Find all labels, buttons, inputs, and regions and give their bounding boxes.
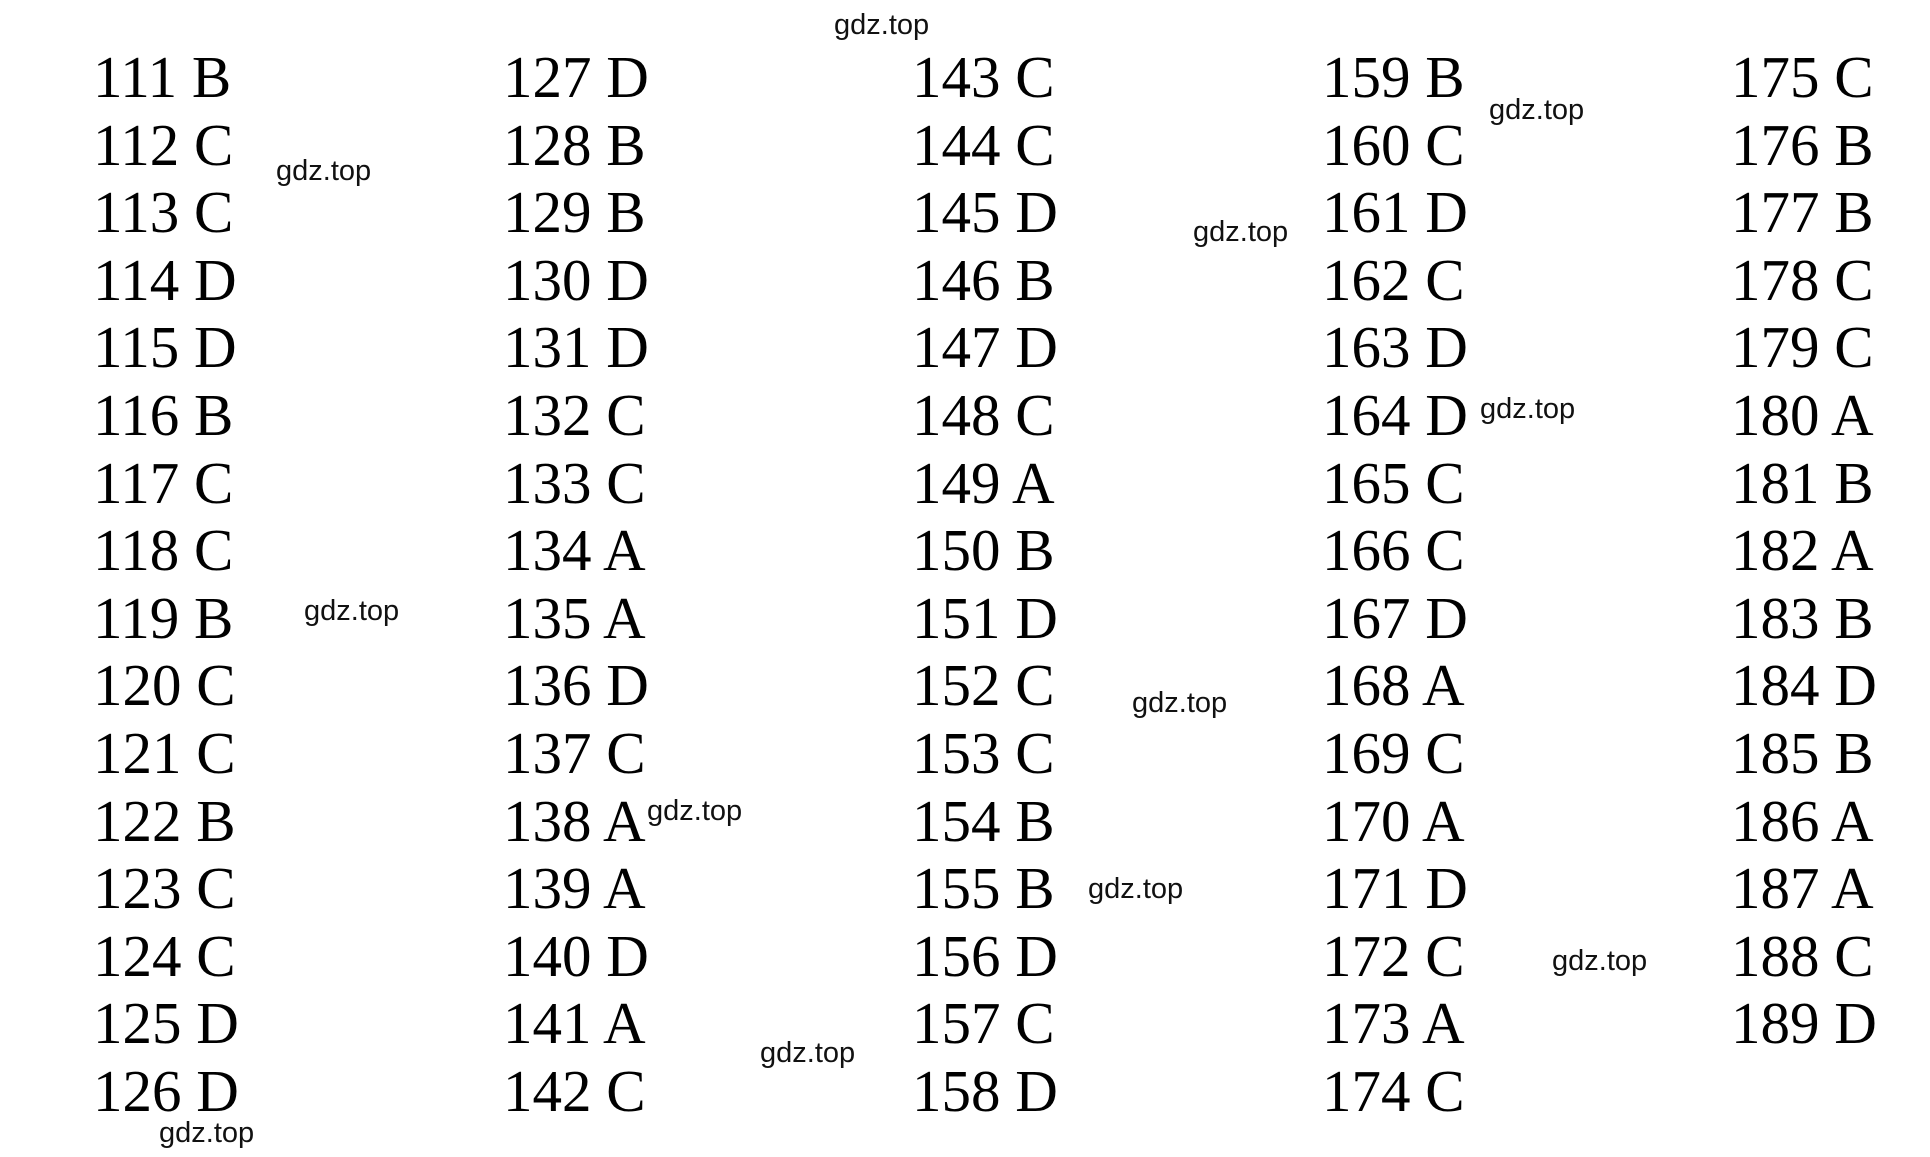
answer-item: 159 B [1322,44,1465,110]
answer-item: 162 C [1322,246,1465,313]
answer-item: 175 C [1731,44,1874,110]
answer-item: 153 C [912,719,1055,786]
answer-item: 118 C [93,517,234,584]
answer-item: 188 C [1731,922,1874,989]
answer-item: 130 D [503,246,649,313]
answer-item: 155 B [912,855,1055,922]
answer-item: 117 C [93,449,234,516]
answer-item: 122 B [93,787,236,854]
answer-item: 126 D [93,1057,239,1124]
answer-item: 143 C [912,44,1055,110]
watermark: gdz.top [1552,945,1648,977]
answer-item: 123 C [93,855,236,922]
answer-column-2 [503,44,649,1126]
answer-item: 182 A [1731,517,1874,584]
answer-item: 147 D [912,314,1058,381]
answer-item: 140 D [503,922,649,989]
answer-item: 120 C [93,652,236,719]
answer-item: 172 C [1322,922,1465,989]
answer-item: 145 D [912,179,1058,246]
answer-item: 189 D [1731,990,1877,1057]
watermark: gdz.top [1088,873,1184,905]
answer-item: 148 C [912,381,1055,448]
answer-item: 146 B [912,246,1055,313]
answer-item: 168 A [1322,652,1465,719]
answer-item: 150 B [912,517,1055,584]
answer-item: 119 B [93,584,234,651]
answer-item: 127 D [503,44,649,110]
answer-item: 136 D [503,652,649,719]
answer-item: 158 D [912,1057,1058,1124]
watermark: gdz.top [1193,216,1289,248]
answer-item: 138 A [503,787,646,854]
answer-item: 165 C [1322,449,1465,516]
answer-item: 178 C [1731,246,1874,313]
answer-item: 164 D [1322,381,1468,448]
answer-item: 128 B [503,111,646,178]
answer-item: 125 D [93,990,239,1057]
answer-item: 134 A [503,517,646,584]
answer-item: 115 D [93,314,237,381]
answer-item: 156 D [912,922,1058,989]
watermark: gdz.top [760,1037,856,1069]
watermark: gdz.top [304,595,400,627]
answer-item: 177 B [1731,179,1874,246]
answer-item: 113 C [93,179,234,246]
answer-item: 139 A [503,855,646,922]
answer-item: 187 A [1731,855,1874,922]
answer-item: 181 B [1731,449,1874,516]
answer-item: 163 D [1322,314,1468,381]
watermark: gdz.top [159,1117,255,1149]
answer-item: 167 D [1322,584,1468,651]
answer-item: 149 A [912,449,1055,516]
answer-item: 137 C [503,719,646,786]
answer-item: 152 C [912,652,1055,719]
answer-item: 169 C [1322,719,1465,786]
answer-item: 114 D [93,246,237,313]
answer-item: 185 B [1731,719,1874,786]
answer-item: 133 C [503,449,646,516]
answer-item: 141 A [503,990,646,1057]
answer-item: 112 C [93,111,234,178]
answer-column-3 [912,44,1058,1126]
answer-item: 176 B [1731,111,1874,178]
watermark: gdz.top [276,155,372,187]
watermark: gdz.top [834,9,930,41]
answer-item: 166 C [1322,517,1465,584]
answer-item: 116 B [93,381,234,448]
answer-item: 129 B [503,179,646,246]
answer-column-1 [93,44,239,1126]
answer-item: 142 C [503,1057,646,1124]
answer-item: 180 A [1731,381,1874,448]
answer-item: 132 C [503,381,646,448]
answer-column-4 [1322,44,1468,1126]
watermark: gdz.top [1489,94,1585,126]
answer-item: 184 D [1731,652,1877,719]
watermark: gdz.top [1132,687,1228,719]
answer-item: 183 B [1731,584,1874,651]
answer-item: 111 B [93,44,232,110]
answer-item: 121 C [93,719,236,786]
answer-item: 151 D [912,584,1058,651]
answer-item: 174 C [1322,1057,1465,1124]
watermark: gdz.top [647,795,743,827]
answer-item: 186 A [1731,787,1874,854]
answer-column-5 [1731,44,1877,1058]
answer-item: 124 C [93,922,236,989]
answer-item: 173 A [1322,990,1465,1057]
answer-item: 161 D [1322,179,1468,246]
answer-item: 160 C [1322,111,1465,178]
answer-item: 144 C [912,111,1055,178]
answer-item: 135 A [503,584,646,651]
watermark: gdz.top [1480,393,1576,425]
answer-item: 157 C [912,990,1055,1057]
answer-item: 170 A [1322,787,1465,854]
answer-item: 179 C [1731,314,1874,381]
answer-item: 171 D [1322,855,1468,922]
answer-item: 131 D [503,314,649,381]
answer-item: 154 B [912,787,1055,854]
